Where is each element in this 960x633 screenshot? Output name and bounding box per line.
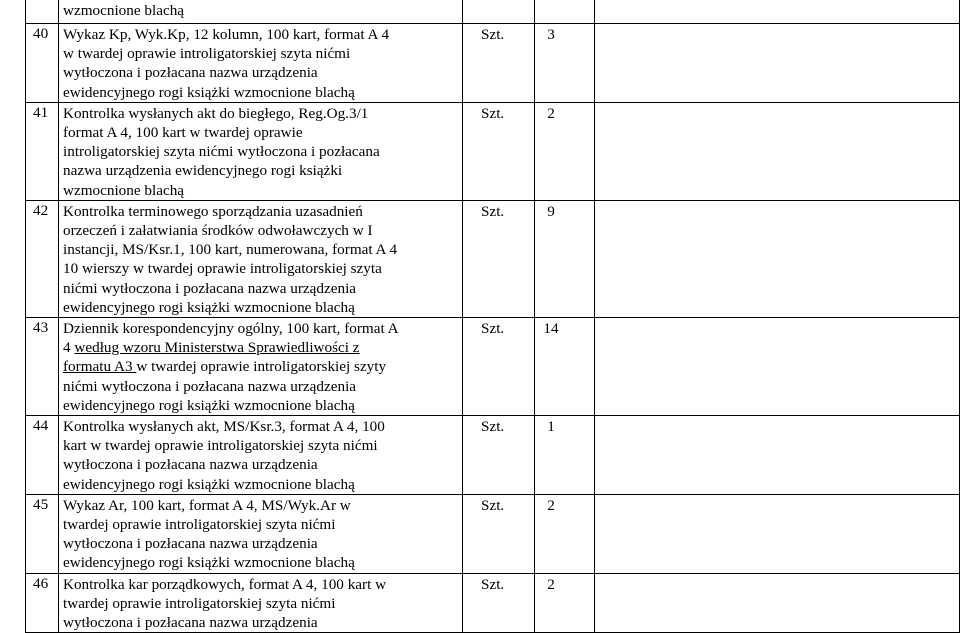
item-number: 45 [26, 494, 59, 573]
description-line: wytłoczona i pozłacana nazwa urządzenia [63, 535, 318, 553]
item-description-text [63, 104, 433, 200]
item-number: 46 [26, 573, 59, 633]
item-unit: Szt. [463, 318, 535, 416]
description-line: w twardej oprawie introligatorskiej szyta nićmi [63, 45, 351, 63]
item-description [59, 0, 463, 24]
item-unit: Szt. [463, 416, 535, 495]
item-unit [463, 0, 535, 24]
item-description [59, 24, 463, 103]
description-line: instancji, MS/Ksr.1, 100 kart, numerowana, format A 4 [63, 241, 398, 259]
description-line: Wykaz Kp, Wyk.Kp, 12 kolumn, 100 kart, format A 4 [63, 26, 390, 43]
description-line: nićmi wytłoczona i pozłacana nazwa urządzenia [63, 279, 357, 297]
description-line: ewidencyjnego rogi książki wzmocnione blachą [63, 554, 355, 572]
item-quantity-value: 2 [547, 496, 555, 514]
description-line: wzmocnione blachą [63, 181, 185, 199]
table-row [26, 24, 960, 103]
item-unit: Szt. [463, 200, 535, 317]
description-line: wytłoczona i pozłacana nazwa urządzenia [63, 614, 318, 632]
item-description-text [63, 1, 433, 20]
description-line: ewidencyjnego rogi książki wzmocnione blachą [63, 475, 355, 493]
underlined-text: według wzoru Ministerstwa Sprawiedliwości z [74, 339, 360, 357]
item-number [26, 0, 59, 24]
item-number: 44 [26, 416, 59, 495]
item-unit: Szt. [463, 494, 535, 573]
item-quantity [535, 0, 595, 24]
item-quantity [535, 318, 595, 416]
table-row [26, 0, 960, 24]
description-line: ewidencyjnego rogi książki wzmocnione blachą [63, 83, 355, 101]
description-line: twardej oprawie introligatorskiej szyta nićmi [63, 516, 336, 534]
description-line: formatu A3 w twardej oprawie introligatorskiej szyty [63, 358, 387, 376]
item-quantity [535, 573, 595, 633]
item-description [59, 573, 463, 633]
empty-cell [595, 200, 960, 317]
item-quantity [535, 102, 595, 200]
item-description-text [63, 496, 433, 573]
description-line: introligatorskiej szyta nićmi wytłoczona i pozłacana [63, 143, 380, 161]
item-unit: Szt. [463, 24, 535, 103]
description-line: orzeczeń i załatwiania środków odwoławczych w I [63, 222, 373, 240]
items-table [25, 0, 960, 633]
description-line: format A 4, 100 kart w twardej oprawie [63, 124, 303, 142]
description-line: Kontrolka wysłanych akt, MS/Ksr.3, format A 4, 100 [63, 418, 385, 436]
item-description [59, 102, 463, 200]
item-number: 42 [26, 200, 59, 317]
item-quantity-value: 1 [547, 418, 555, 436]
item-number: 40 [26, 24, 59, 103]
description-line: twardej oprawie introligatorskiej szyta nićmi [63, 594, 336, 612]
description-line: ewidencyjnego rogi książki wzmocnione blachą [63, 298, 355, 316]
empty-cell [595, 0, 960, 24]
item-quantity-value: 14 [543, 320, 559, 338]
item-description-text [63, 417, 433, 494]
item-description [59, 416, 463, 495]
item-quantity [535, 200, 595, 317]
empty-cell [595, 318, 960, 416]
item-number: 41 [26, 102, 59, 200]
item-number: 43 [26, 318, 59, 416]
description-line: Wykaz Ar, 100 kart, format A 4, MS/Wyk.Ar w [63, 496, 351, 514]
table-row [26, 102, 960, 200]
item-quantity-value: 2 [547, 104, 555, 122]
item-quantity-value: 3 [547, 26, 555, 43]
description-line: kart w twardej oprawie introligatorskiej szyta nićmi [63, 437, 378, 455]
empty-cell [595, 416, 960, 495]
item-quantity-value: 2 [547, 575, 555, 593]
empty-cell [595, 102, 960, 200]
empty-cell [595, 24, 960, 103]
description-line: wytłoczona i pozłacana nazwa urządzenia [63, 64, 318, 82]
description-line: nićmi wytłoczona i pozłacana nazwa urządzenia [63, 377, 357, 395]
empty-cell [595, 573, 960, 633]
description-line: nazwa urządzenia ewidencyjnego rogi książki [63, 162, 343, 180]
table-row [26, 200, 960, 317]
item-description [59, 494, 463, 573]
item-description-text [63, 25, 433, 102]
item-description-text [63, 319, 433, 415]
table-row [26, 573, 960, 633]
description-line: Dziennik korespondencyjny ogólny, 100 kart, format A [63, 320, 399, 338]
table-row [26, 416, 960, 495]
item-unit: Szt. [463, 573, 535, 633]
description-line: 4 według wzoru Ministerstwa Sprawiedliwości z [63, 339, 360, 357]
description-line: Kontrolka wysłanych akt do biegłego, Reg.Og.3/1 [63, 104, 369, 122]
item-description [59, 200, 463, 317]
description-line: wzmocnione blachą [63, 2, 185, 19]
item-unit: Szt. [463, 102, 535, 200]
item-quantity [535, 494, 595, 573]
description-line: Kontrolka kar porządkowych, format A 4, 100 kart w [63, 575, 387, 593]
item-description-text [63, 202, 433, 317]
underlined-text: formatu A3 [63, 358, 137, 376]
items-table-body [26, 0, 960, 633]
description-line: wytłoczona i pozłacana nazwa urządzenia [63, 456, 318, 474]
item-quantity [535, 416, 595, 495]
item-description [59, 318, 463, 416]
item-description-text [63, 575, 433, 633]
item-quantity [535, 24, 595, 103]
item-quantity-value: 9 [547, 202, 555, 220]
description-line: ewidencyjnego rogi książki wzmocnione blachą [63, 396, 355, 414]
table-row [26, 318, 960, 416]
empty-cell [595, 494, 960, 573]
description-line: Kontrolka terminowego sporządzania uzasadnień [63, 202, 363, 220]
table-row [26, 494, 960, 573]
description-line: 10 wierszy w twardej oprawie introligatorskiej szyta [63, 260, 382, 278]
